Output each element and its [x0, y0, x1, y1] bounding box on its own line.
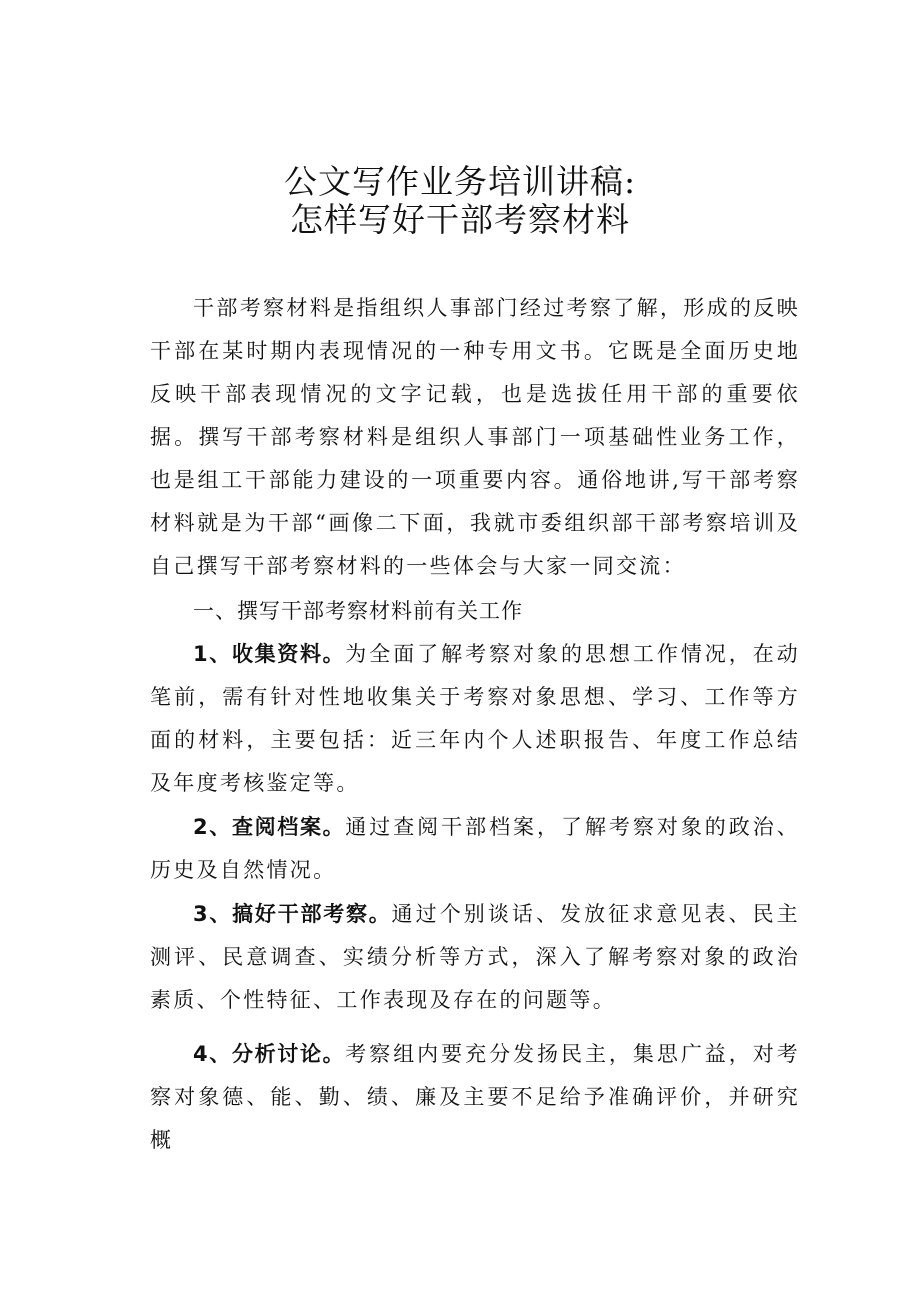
item-text: 通过个别谈话、发放征求意见表、民主测评、民意调查、实绩分析等方式，深入了解考察对象的政治素质、个性特征、工作表现及存在的问题等。: [150, 902, 800, 1012]
item-lead: 4、分析讨论。: [193, 1042, 346, 1066]
item-text: 通过查阅干部档案，了解考察对象的政治、历史及自然情况。: [150, 815, 800, 882]
document-title-line2: 怎样写好干部考察材料: [290, 200, 630, 239]
item-lead: 2、查阅档案。: [193, 815, 346, 839]
intro-paragraph: [150, 287, 800, 588]
list-item: [150, 633, 800, 805]
list-item: [150, 893, 800, 1022]
intro-text: 干部考察材料是指组织人事部门经过考察了解，形成的反映干部在某时期内表现情况的一种专用文书。它既是全面历史地反映干部表现情况的文字记载，也是选拔任用干部的重要依据。撰写干部考察材料是组织人事部门一项基础性业务工作，也是组工干部能力建设的一项重要内容。通俗地讲,写干部考察材料就是为干部“画像二下面，我就市委组织部干部考察培训及自己撰写干部考察材料的一些体会与大家一同交流：: [150, 296, 800, 578]
item-lead: 1、收集资料。: [193, 642, 346, 666]
document-title-line1: 公文写作业务培训讲稿:: [283, 162, 637, 201]
list-item: [150, 1033, 800, 1162]
item-text: 为全面了解考察对象的思想工作情况，在动笔前，需有针对性地收集关于考察对象思想、学习、工作等方面的材料，主要包括：近三年内个人述职报告、年度工作总结及年度考核鉴定等。: [150, 642, 800, 795]
item-lead: 3、搞好干部考察。: [193, 902, 392, 926]
list-item: [150, 806, 800, 892]
item-text: 考察组内要充分发扬民主，集思广益，对考察对象德、能、勤、绩、廉及主要不足给予准确评价，并研究概: [150, 1042, 800, 1152]
section-heading: 一、撰写干部考察材料前有关工作: [193, 599, 523, 623]
